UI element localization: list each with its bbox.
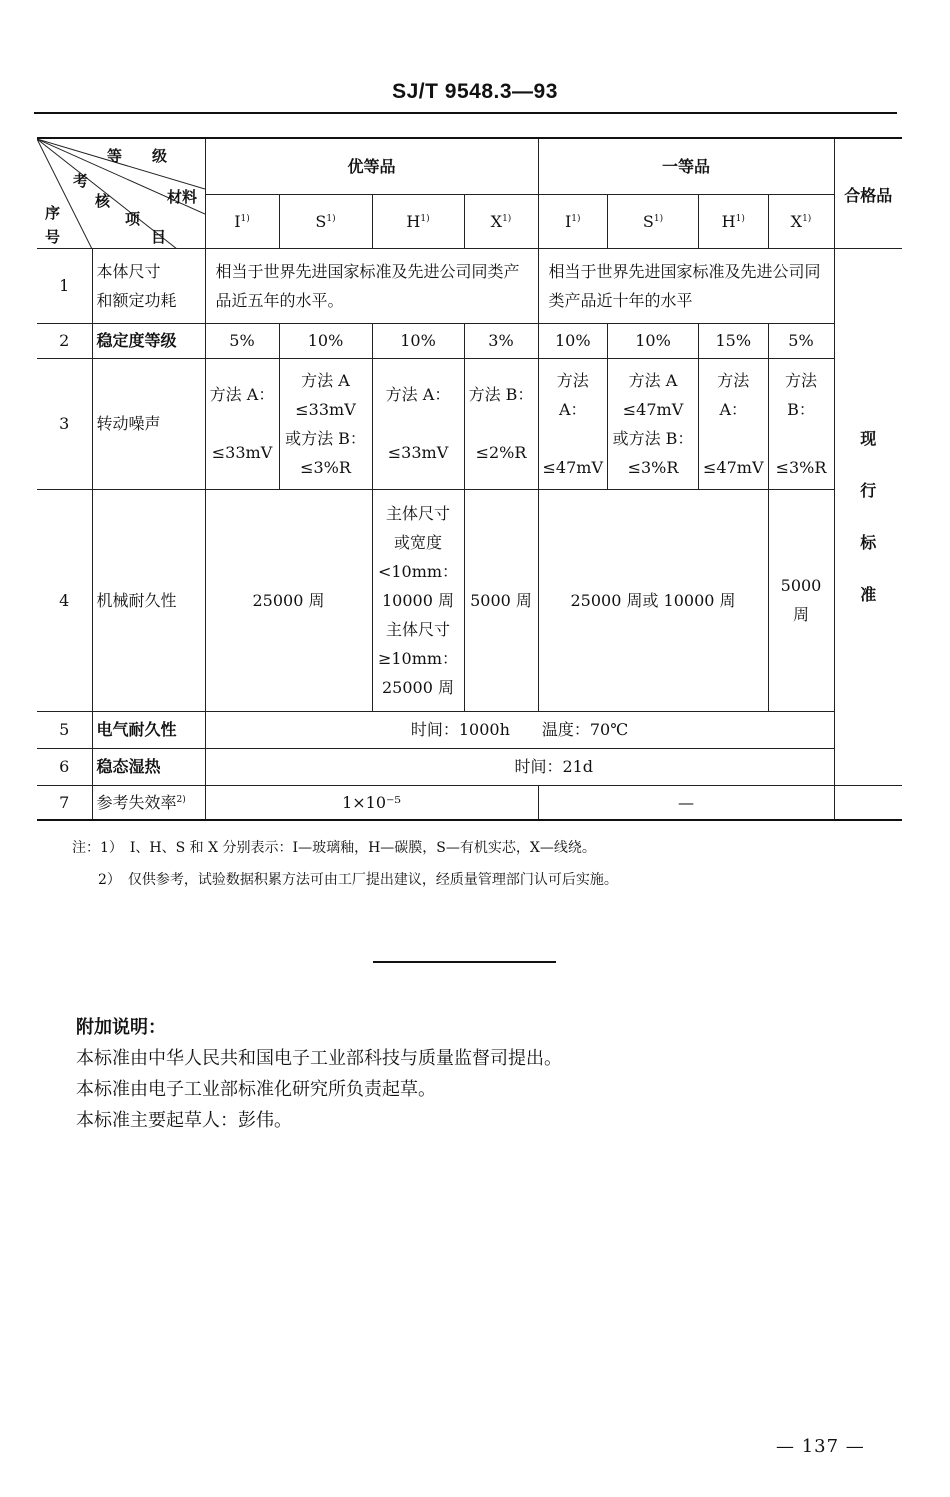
additional-line: 本标准主要起草人：彭伟。 bbox=[76, 1110, 292, 1131]
mat-h: $H^{1)}$ bbox=[372, 194, 464, 248]
note-2: 2） 仅供参考，试验数据积累方法可由工厂提出建议，经质量管理部门认可后实施。 bbox=[98, 872, 618, 888]
row2-value: 10% bbox=[279, 323, 372, 358]
mat-s: $S^{1)}$ bbox=[608, 194, 699, 248]
diag-grade-label: 等 级 bbox=[107, 147, 168, 165]
additional-notes bbox=[76, 1012, 562, 1136]
row6-item: 稳态湿热 bbox=[92, 748, 205, 785]
row2-value: 15% bbox=[699, 323, 769, 358]
mat-s: $S^{1)}$ bbox=[279, 194, 372, 248]
row7-first: — bbox=[538, 785, 834, 820]
row1-excellent: 相当于世界先进国家标准及先进公司同类产品近五年的水平。 bbox=[205, 248, 538, 323]
row5-value: 时间：1000h 温度：70℃ bbox=[205, 711, 834, 748]
table-notes bbox=[72, 832, 618, 896]
mat-i: $I^{1)}$ bbox=[205, 194, 279, 248]
row4-no: 4 bbox=[37, 489, 92, 711]
end-separator bbox=[373, 961, 556, 963]
mat-i: $I^{1)}$ bbox=[538, 194, 608, 248]
row2-value: 3% bbox=[464, 323, 538, 358]
additional-line: 本标准由电子工业部标准化研究所负责起草。 bbox=[76, 1079, 436, 1100]
mat-h: $H^{1)}$ bbox=[699, 194, 769, 248]
requirements-table bbox=[37, 137, 902, 821]
row7-item: 参考失效率$^{2)}$ bbox=[92, 785, 205, 820]
row2-value: 5% bbox=[205, 323, 279, 358]
row3-excellent-s: 方法 A ≤33mV 或方法 B： ≤3%R bbox=[279, 358, 372, 489]
diag-item-1: 考 bbox=[73, 172, 89, 190]
row7-qualified bbox=[834, 785, 902, 820]
row3-first-s: 方法 A ≤47mV 或方法 B： ≤3%R bbox=[608, 358, 699, 489]
row1-first: 相当于世界先进国家标准及先进公司同类产品近十年的水平 bbox=[538, 248, 834, 323]
diagonal-header-cell bbox=[37, 138, 205, 248]
qualified-current-standard: 现 行 标 准 bbox=[834, 248, 902, 785]
diag-seq-2: 号 bbox=[45, 228, 61, 246]
row7-excellent: 1×10⁻⁵ bbox=[205, 785, 538, 820]
row3-excellent-h: 方法 A： ≤33mV bbox=[372, 358, 464, 489]
row2-no: 2 bbox=[37, 323, 92, 358]
row3-first-x: 方法 B： ≤3%R bbox=[768, 358, 834, 489]
row3-item: 转动噪声 bbox=[92, 358, 205, 489]
group-first: 一等品 bbox=[538, 138, 834, 194]
row6-no: 6 bbox=[37, 748, 92, 785]
mat-x: $X^{1)}$ bbox=[768, 194, 834, 248]
page-number: — 137 — bbox=[776, 1436, 865, 1457]
row3-first-i: 方法 A： ≤47mV bbox=[538, 358, 608, 489]
row6-value: 时间：21d bbox=[205, 748, 902, 785]
row2-value: 10% bbox=[372, 323, 464, 358]
note-1: 注：1） I、H、S 和 X 分别表示：I—玻璃釉，H—碳膜，S—有机实芯，X—线绕。 bbox=[72, 840, 596, 856]
row4-first-x: 5000 周 bbox=[768, 489, 834, 711]
row7-no: 7 bbox=[37, 785, 92, 820]
diag-item-3: 项 bbox=[125, 210, 141, 228]
row2-item: 稳定度等级 bbox=[92, 323, 205, 358]
row2-value: 10% bbox=[608, 323, 699, 358]
row4-item: 机械耐久性 bbox=[92, 489, 205, 711]
row4-excellent-x: 5000 周 bbox=[464, 489, 538, 711]
group-qualified: 合格品 bbox=[834, 138, 902, 248]
row3-no: 3 bbox=[37, 358, 92, 489]
additional-line: 本标准由中华人民共和国电子工业部科技与质量监督司提出。 bbox=[76, 1048, 562, 1069]
row3-excellent-x: 方法 B： ≤2%R bbox=[464, 358, 538, 489]
row2-value: 10% bbox=[538, 323, 608, 358]
header-rule bbox=[34, 112, 897, 114]
row5-item: 电气耐久性 bbox=[92, 711, 205, 748]
row1-item: 本体尺寸 和额定功耗 bbox=[92, 248, 205, 323]
row4-excellent-is: 25000 周 bbox=[205, 489, 372, 711]
diag-material-label: 材料 bbox=[167, 188, 198, 206]
row3-excellent-i: 方法 A： ≤33mV bbox=[205, 358, 279, 489]
row4-first-ish: 25000 周或 10000 周 bbox=[538, 489, 768, 711]
row3-first-h: 方法 A： ≤47mV bbox=[699, 358, 769, 489]
row4-excellent-h: 主体尺寸 或宽度 <10mm： 10000 周 主体尺寸 ≥10mm： 25000 周 bbox=[372, 489, 464, 711]
additional-title: 附加说明： bbox=[76, 1017, 166, 1038]
row5-no: 5 bbox=[37, 711, 92, 748]
mat-x: $X^{1)}$ bbox=[464, 194, 538, 248]
row2-value: 5% bbox=[768, 323, 834, 358]
group-excellent: 优等品 bbox=[205, 138, 538, 194]
diag-item-4: 目 bbox=[151, 228, 167, 246]
diag-item-2: 核 bbox=[95, 192, 111, 210]
row1-no: 1 bbox=[37, 248, 92, 323]
diag-seq-1: 序 bbox=[45, 204, 61, 222]
standard-code-header: SJ/T 9548.3—93 bbox=[392, 80, 558, 103]
